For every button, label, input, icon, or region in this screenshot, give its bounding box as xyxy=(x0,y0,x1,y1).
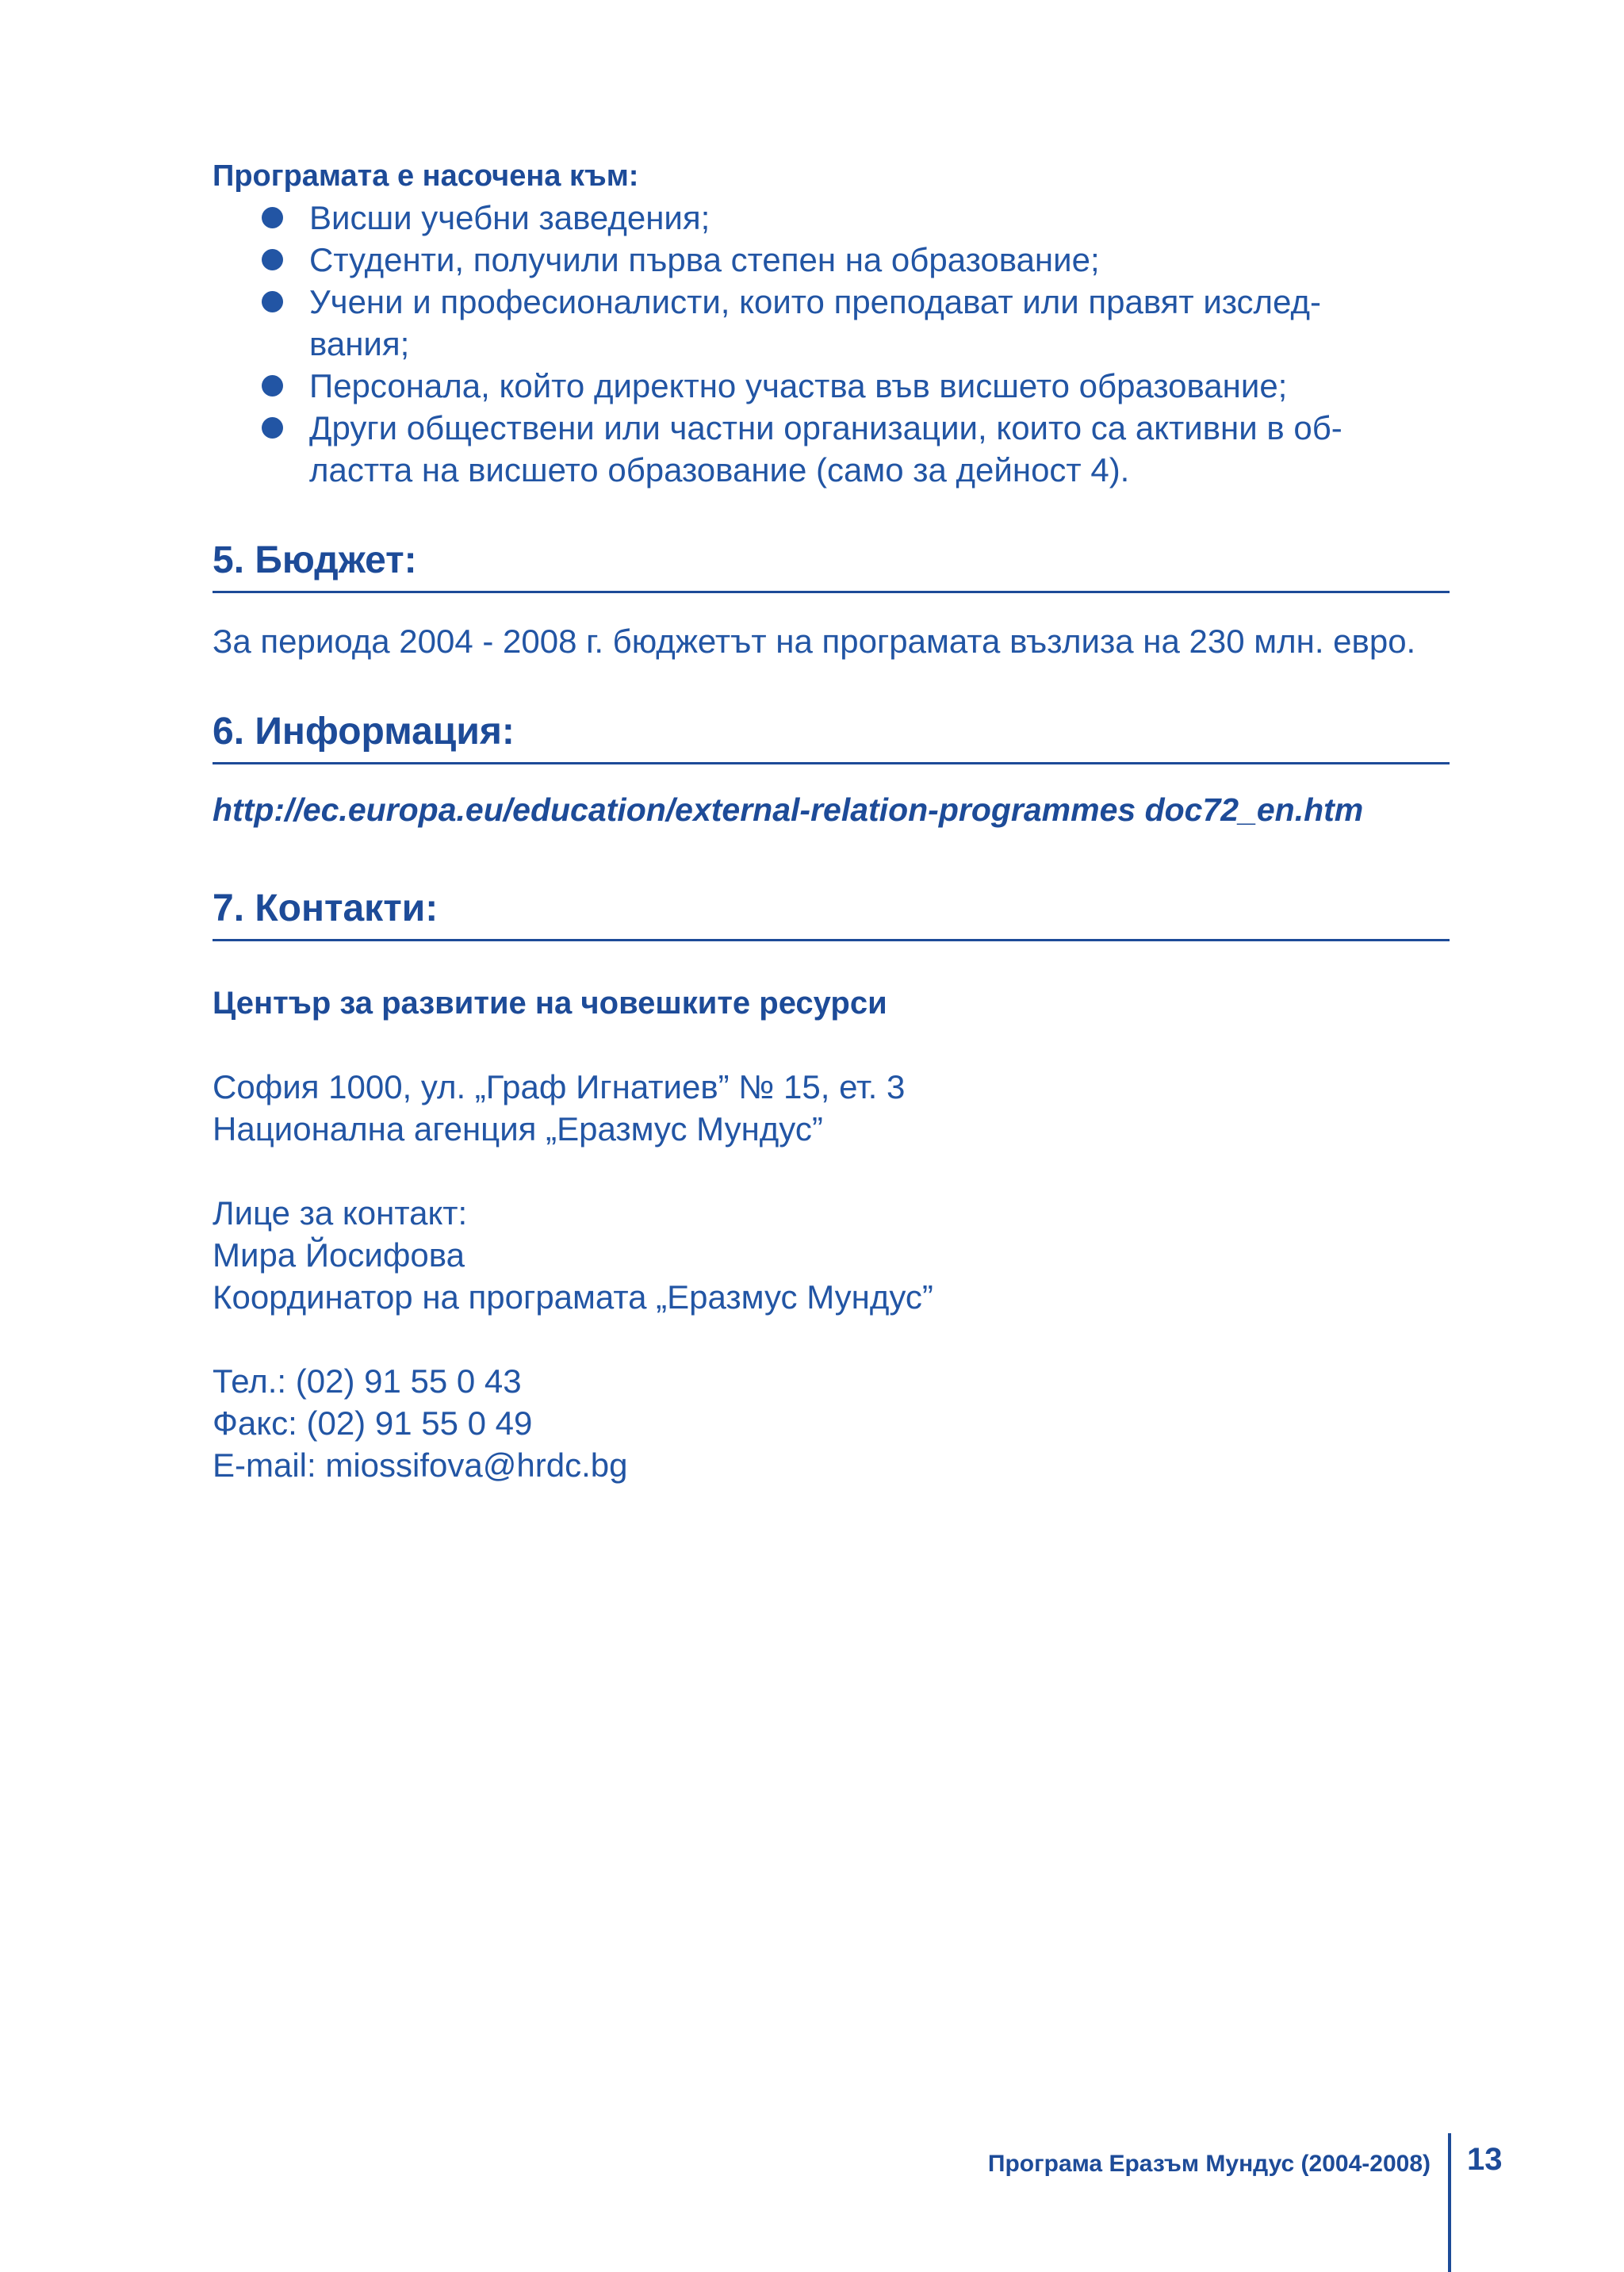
info-heading: 6. Информация: xyxy=(213,708,1450,764)
bullet-icon xyxy=(262,291,283,312)
list-item-text: Персонала, който директно участва във висшето образование; xyxy=(309,367,1288,404)
bullet-icon xyxy=(262,249,283,270)
budget-text: За периода 2004 - 2008 г. бюджетът на програмата възлиза на 230 млн. евро. xyxy=(213,623,1416,660)
bullet-icon xyxy=(262,375,283,397)
info-link[interactable]: http://ec.europa.eu/education/external-relation-programmes doc72_en.htm xyxy=(213,791,1364,828)
target-audience-block xyxy=(213,155,1450,491)
fax-line: Факс: (02) 91 55 0 49 xyxy=(213,1404,533,1442)
list-item xyxy=(213,197,1450,239)
page-content xyxy=(213,155,1450,1486)
phone-line: Тел.: (02) 91 55 0 43 xyxy=(213,1362,522,1400)
contacts-heading: 7. Контакти: xyxy=(213,885,1450,941)
list-item-text-continued: вания; xyxy=(309,325,410,362)
list-item-text: Студенти, получили първа степен на образование; xyxy=(309,241,1100,278)
contact-person-name: Мира Йосифова xyxy=(213,1236,465,1274)
list-item-text: Други обществени или частни организации, които са активни в об- xyxy=(309,409,1342,446)
address-block xyxy=(213,1066,1450,1150)
email-line[interactable]: E-mail: miossifova@hrdc.bg xyxy=(213,1446,628,1484)
address-line: Национална агенция „Еразмус Мундус” xyxy=(213,1110,823,1147)
contact-person-block xyxy=(213,1192,1450,1318)
contact-person-role: Координатор на програмата „Еразмус Мундус” xyxy=(213,1278,933,1316)
page-footer xyxy=(0,2133,1624,2272)
footer-title: Програма Еразъм Мундус (2004-2008) xyxy=(987,2151,1431,2177)
list-item xyxy=(213,281,1450,365)
list-item-text: Учени и професионалисти, които преподават или правят изслед- xyxy=(309,283,1321,320)
list-item-text-continued: ластта на висшето образование (само за дейност 4). xyxy=(309,451,1130,488)
address-line: София 1000, ул. „Граф Игнатиев” № 15, ет. 3 xyxy=(213,1068,906,1105)
target-heading: Програмата е насочена към: xyxy=(213,159,639,193)
list-item-text: Висши учебни заведения; xyxy=(309,199,710,236)
list-item xyxy=(213,407,1450,491)
budget-section xyxy=(213,537,1450,662)
list-item xyxy=(213,365,1450,407)
target-list xyxy=(213,197,1450,491)
info-section xyxy=(213,708,1450,831)
bullet-icon xyxy=(262,417,283,439)
page-number: 13 xyxy=(1467,2142,1503,2177)
budget-heading: 5. Бюджет: xyxy=(213,537,1450,593)
list-item xyxy=(213,239,1450,281)
bullet-icon xyxy=(262,207,283,228)
organization-name: Център за развитие на човешките ресурси xyxy=(213,986,887,1021)
contact-details-block xyxy=(213,1360,1450,1486)
contact-person-label: Лице за контакт: xyxy=(213,1194,468,1232)
footer-divider xyxy=(1448,2133,1451,2272)
contacts-section xyxy=(213,885,1450,1486)
